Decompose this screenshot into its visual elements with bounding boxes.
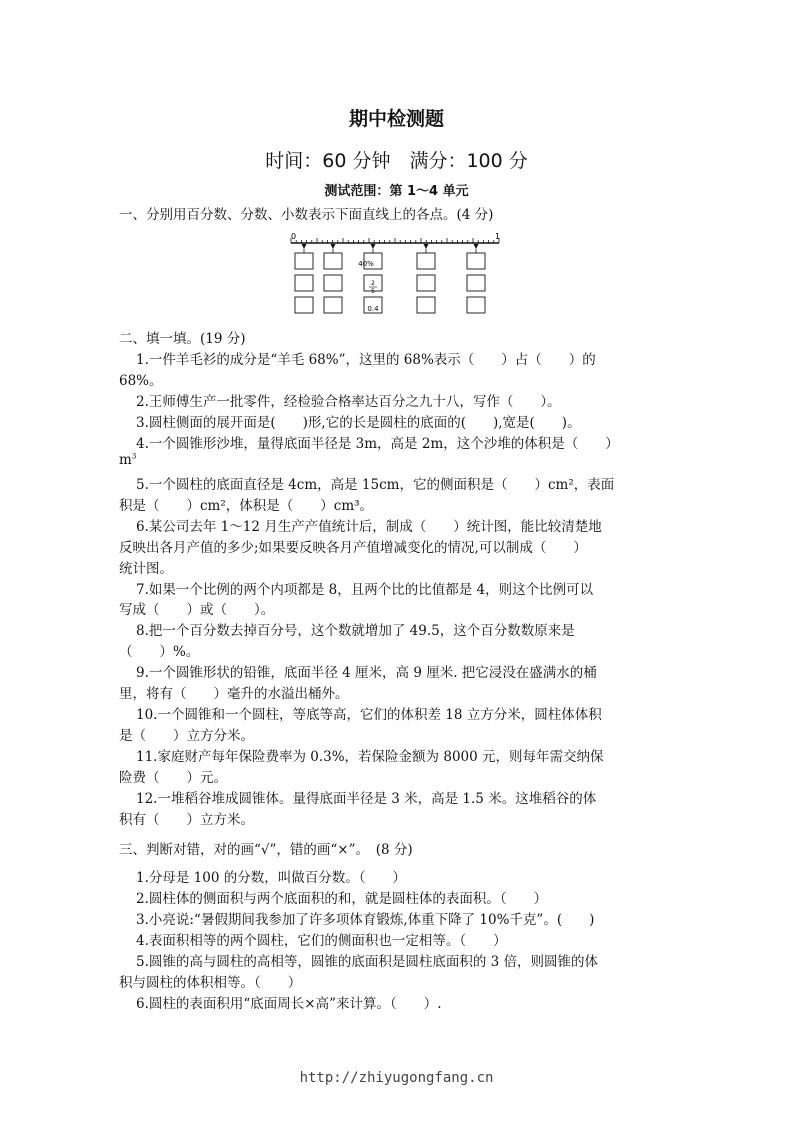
answer-box bbox=[467, 275, 485, 291]
answer-box bbox=[295, 275, 313, 291]
s3-q5-line1: 5.圆锥的高与圆柱的高相等，圆锥的底面积是圆柱底面积的 3 倍，则圆锥的体 bbox=[136, 954, 599, 970]
s2-q11-line2: 险费（ ）元。 bbox=[119, 770, 227, 786]
point-marker bbox=[474, 244, 479, 249]
answer-box bbox=[417, 297, 435, 313]
s2-q6-line2: 反映出各月产值的多少;如果要反映各月产值增减变化的情况,可以制成（ ） bbox=[119, 540, 587, 556]
s2-q9-line2: 里，将有（ ）毫升的水溢出桶外。 bbox=[119, 686, 349, 702]
s2-q5-line1: 5.一个圆柱的底面直径是 4cm，高是 15cm，它的侧面积是（ ）cm²，表面 bbox=[136, 477, 615, 493]
s2-q8-line1: 8.把一个百分数去掉百分号，这个数就增加了 49.5，这个百分数数原来是 bbox=[136, 623, 575, 639]
answer-box bbox=[417, 253, 435, 269]
s2-q2: 2.王师傅生产一批零件，经检验合格率达百分之九十八，写作（ ）。 bbox=[136, 394, 561, 410]
answer-box bbox=[295, 297, 313, 313]
section2-heading: 二、填一填。(19 分) bbox=[119, 331, 246, 347]
s3-q1: 1.分母是 100 的分数，叫做百分数。（ ） bbox=[136, 870, 406, 886]
s3-q5-line2: 积与圆柱的体积相等。（ ） bbox=[119, 975, 302, 991]
s2-q7-line1: 7.如果一个比例的两个内项都是 8，且两个比的比值都是 4，则这个比例可以 bbox=[136, 582, 594, 598]
fraction-denominator: 5 bbox=[371, 288, 375, 295]
point-marker bbox=[331, 244, 336, 249]
s3-q4: 4.表面积相等的两个圆柱，它们的侧面积也一定相等。（ ） bbox=[136, 933, 507, 949]
s2-q9-line1: 9.一个圆锥形状的铅锥，底面半径 4 厘米，高 9 厘米. 把它浸没在盛满水的桶 bbox=[136, 665, 597, 681]
section3-heading: 三、判断对错，对的画“√”，错的画“×”。 (8 分) bbox=[119, 842, 413, 858]
answer-box bbox=[324, 297, 342, 313]
s3-q2: 2.圆柱体的侧面积与两个底面积的和，就是圆柱体的表面积。（ ） bbox=[136, 891, 548, 907]
exam-info: 时间：60 分钟 满分：100 分 bbox=[265, 150, 528, 172]
percent-answer: 40% bbox=[358, 260, 374, 268]
s2-q4-line1: 4.一个圆锥形沙堆，量得底面半径是 3m，高是 2m，这个沙堆的体积是（ ） bbox=[136, 436, 619, 452]
answer-box bbox=[467, 253, 485, 269]
test-scope: 测试范围：第 1～4 单元 bbox=[324, 184, 469, 199]
number-line-figure bbox=[287, 228, 507, 320]
s2-q4-line2: $m^3$ bbox=[119, 452, 137, 468]
s2-q12-line1: 12.一堆稻谷堆成圆锥体。量得底面半径是 3 米，高是 1.5 米。这堆稻谷的体 bbox=[136, 791, 597, 807]
s2-q6-line3: 统计图。 bbox=[119, 561, 173, 577]
s2-q7-line2: 写成（ ）或（ ）。 bbox=[119, 602, 275, 618]
s3-q3: 3.小亮说:“暑假期间我参加了许多项体育锻炼,体重下降了 10%千克”。( ) bbox=[136, 912, 595, 928]
s2-q11-line1: 11.家庭财产每年保险费率为 0.3%，若保险金额为 8000 元，则每年需交纳保 bbox=[136, 749, 604, 765]
s2-q1-line2: 68%。 bbox=[119, 373, 163, 389]
answer-box bbox=[324, 253, 342, 269]
decimal-answer: 0.4 bbox=[367, 305, 379, 313]
fraction-numerator: 2 bbox=[371, 280, 375, 287]
s3-q6: 6.圆柱的表面积用“底面周长×高”来计算。（ ）. bbox=[136, 996, 442, 1012]
answer-box bbox=[467, 297, 485, 313]
s2-q1-line1: 1.一件羊毛衫的成分是“羊毛 68%”，这里的 68%表示（ ）占（ ）的 bbox=[136, 352, 596, 368]
s2-q3: 3.圆柱侧面的展开面是( )形,它的长是圆柱的底面的( ),宽是( )。 bbox=[136, 415, 581, 431]
number-line-start-label: 0 bbox=[291, 232, 297, 241]
page-title: 期中检测题 bbox=[348, 108, 444, 130]
unit-superscript: 3 bbox=[131, 452, 137, 461]
s2-q5-line2: 积是（ ）cm²，体积是（ ）cm³。 bbox=[119, 498, 374, 514]
answer-box bbox=[417, 275, 435, 291]
s2-q10-line1: 10.一个圆锥和一个圆柱，等底等高，它们的体积差 18 立方分米，圆柱体体积 bbox=[136, 707, 602, 723]
number-line-ticks bbox=[291, 238, 499, 243]
s2-q6-line1: 6.某公司去年 1～12 月生产产值统计后，制成（ ）统计图，能比较清楚地 bbox=[136, 519, 602, 535]
number-line-end-label: 1 bbox=[495, 232, 501, 241]
section1-heading: 一、分别用百分数、分数、小数表示下面直线上的各点。(4 分) bbox=[119, 207, 494, 223]
s2-q12-line2: 积有（ ）立方米。 bbox=[119, 812, 254, 828]
answer-box-columns bbox=[295, 244, 485, 313]
answer-box bbox=[324, 275, 342, 291]
point-marker bbox=[302, 244, 307, 249]
point-marker bbox=[371, 244, 376, 249]
s2-q8-line2: （ ）%。 bbox=[119, 644, 200, 660]
footer-url[interactable]: http://zhiyugongfang.cn bbox=[299, 1070, 494, 1086]
s2-q10-line2: 是（ ）立方分米。 bbox=[119, 728, 254, 744]
point-marker bbox=[424, 244, 429, 249]
answer-box bbox=[295, 253, 313, 269]
